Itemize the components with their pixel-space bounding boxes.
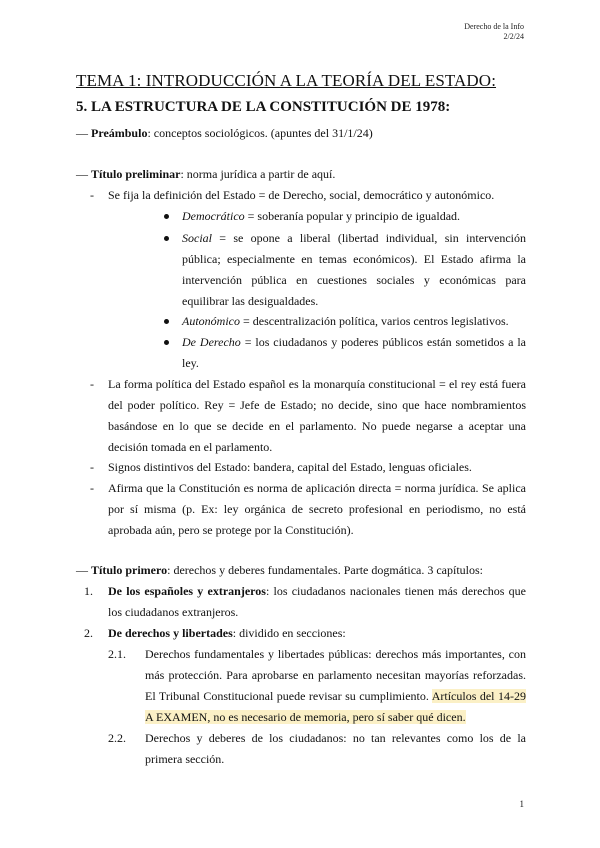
list-item <box>90 478 526 541</box>
titulo-primero-text: : derechos y deberes fundamentales. Parte dogmática. 3 capítulos: <box>167 563 483 577</box>
bullet-item <box>164 332 526 374</box>
bullet-term: De Derecho <box>182 335 241 349</box>
dash-marker: - <box>90 377 94 391</box>
list-item <box>90 457 526 478</box>
bullet-text: = descentralización política, varios centros legislativos. <box>240 314 509 328</box>
bullet-item <box>164 228 526 312</box>
sub-item-number: 2.1. <box>108 647 126 661</box>
item-text: : dividido en secciones: <box>232 626 346 640</box>
list-item <box>90 185 526 206</box>
sub-item-text: Derechos fundamentales y libertades públicas: derechos más importantes, con más protección. Para aprobarse en parlamento necesitan mayorías reforzadas. El Tribunal Constitucional puede revisar su cumplimiento. <box>145 647 526 703</box>
titulo-primero-label: Título primero <box>91 563 168 577</box>
dash-marker: - <box>90 188 94 202</box>
section-subtitle: 5. LA ESTRUCTURA DE LA CONSTITUCIÓN DE 1978: <box>76 99 451 115</box>
numbered-item <box>84 623 526 644</box>
sub-item-text: Derechos y deberes de los ciudadanos: no tan relevantes como los de la primera sección. <box>145 731 526 766</box>
bullet-marker <box>164 319 169 324</box>
header-date: 2/2/24 <box>503 32 524 41</box>
bullet-term: Autonómico <box>182 314 240 328</box>
item-text: : los ciudadanos nacionales tienen más derechos que los ciudadanos extranjeros. <box>108 584 526 619</box>
titulo-preliminar-label: Título preliminar <box>91 167 181 181</box>
bullet-term: Social <box>182 231 212 245</box>
list-item-text: Se fija la definición del Estado = de Derecho, social, democrático y autonómico. <box>108 188 495 202</box>
list-item <box>90 374 526 458</box>
numbered-item <box>84 581 526 623</box>
header-course: Derecho de la Info <box>464 22 524 31</box>
page-number: 1 <box>519 799 524 809</box>
page-header <box>464 22 524 42</box>
list-item-text: La forma política del Estado español es la monarquía constitucional = el rey está fuera del poder político. Rey = Jefe de Estado; no decide, sino que hace nombramientos basándose en lo que se decide en el parlamento. No puede negarse a aceptar una decisión tomada en el parlamento. <box>108 377 526 454</box>
item-label: De derechos y libertades <box>108 626 233 640</box>
bullet-item <box>164 206 526 227</box>
bullet-marker <box>164 214 169 219</box>
bullet-marker <box>164 340 169 345</box>
bullet-item <box>164 311 526 332</box>
sub-item <box>108 644 526 728</box>
list-item-text: Signos distintivos del Estado: bandera, capital del Estado, lenguas oficiales. <box>108 460 472 474</box>
highlighted-text: Artículos del 14-29 A EXAMEN, no es necesario de memoria, pero sí saber qué dicen. <box>145 689 526 724</box>
page-title: TEMA 1: INTRODUCCIÓN A LA TEORÍA DEL ESTADO: <box>76 71 497 90</box>
preambulo-text: : conceptos sociológicos. (apuntes del 31/1/24) <box>147 126 373 140</box>
list-item-text: Afirma que la Constitución es norma de aplicación directa = norma jurídica. Se aplica por sí misma (p. Ex: ley orgánica de secreto profesional en periodismo, no está aprobada aún, pero se protege por la Constitución). <box>108 481 526 537</box>
bullet-text: = soberanía popular y principio de igualdad. <box>244 209 461 223</box>
dash-marker: - <box>90 460 94 474</box>
bullet-term: Democrático <box>182 209 245 223</box>
preambulo-label: Preámbulo <box>91 126 148 140</box>
titulo-preliminar-line: — Título preliminar: norma jurídica a partir de aquí. <box>76 167 336 181</box>
item-label: De los españoles y extranjeros <box>108 584 266 598</box>
dash-marker: - <box>90 481 94 495</box>
titulo-primero-line: — Título primero: derechos y deberes fundamentales. Parte dogmática. 3 capítulos: <box>76 563 483 577</box>
item-number: 1. <box>84 584 93 598</box>
item-number: 2. <box>84 626 93 640</box>
sub-item-number: 2.2. <box>108 731 126 745</box>
preambulo-line: — Preámbulo: conceptos sociológicos. (apuntes del 31/1/24) <box>76 126 373 140</box>
bullet-marker <box>164 236 169 241</box>
titulo-preliminar-text: : norma jurídica a partir de aquí. <box>180 167 336 181</box>
bullet-text: = se opone a liberal (libertad individual, sin intervención pública; especialmente en temas económicos). El Estado afirma la intervención pública en cuestiones sociales y económicas para equilibrar las desigualdades. <box>182 231 526 308</box>
sub-item <box>108 728 526 770</box>
bullet-text: = los ciudadanos y poderes públicos están sometidos a la ley. <box>182 335 526 370</box>
